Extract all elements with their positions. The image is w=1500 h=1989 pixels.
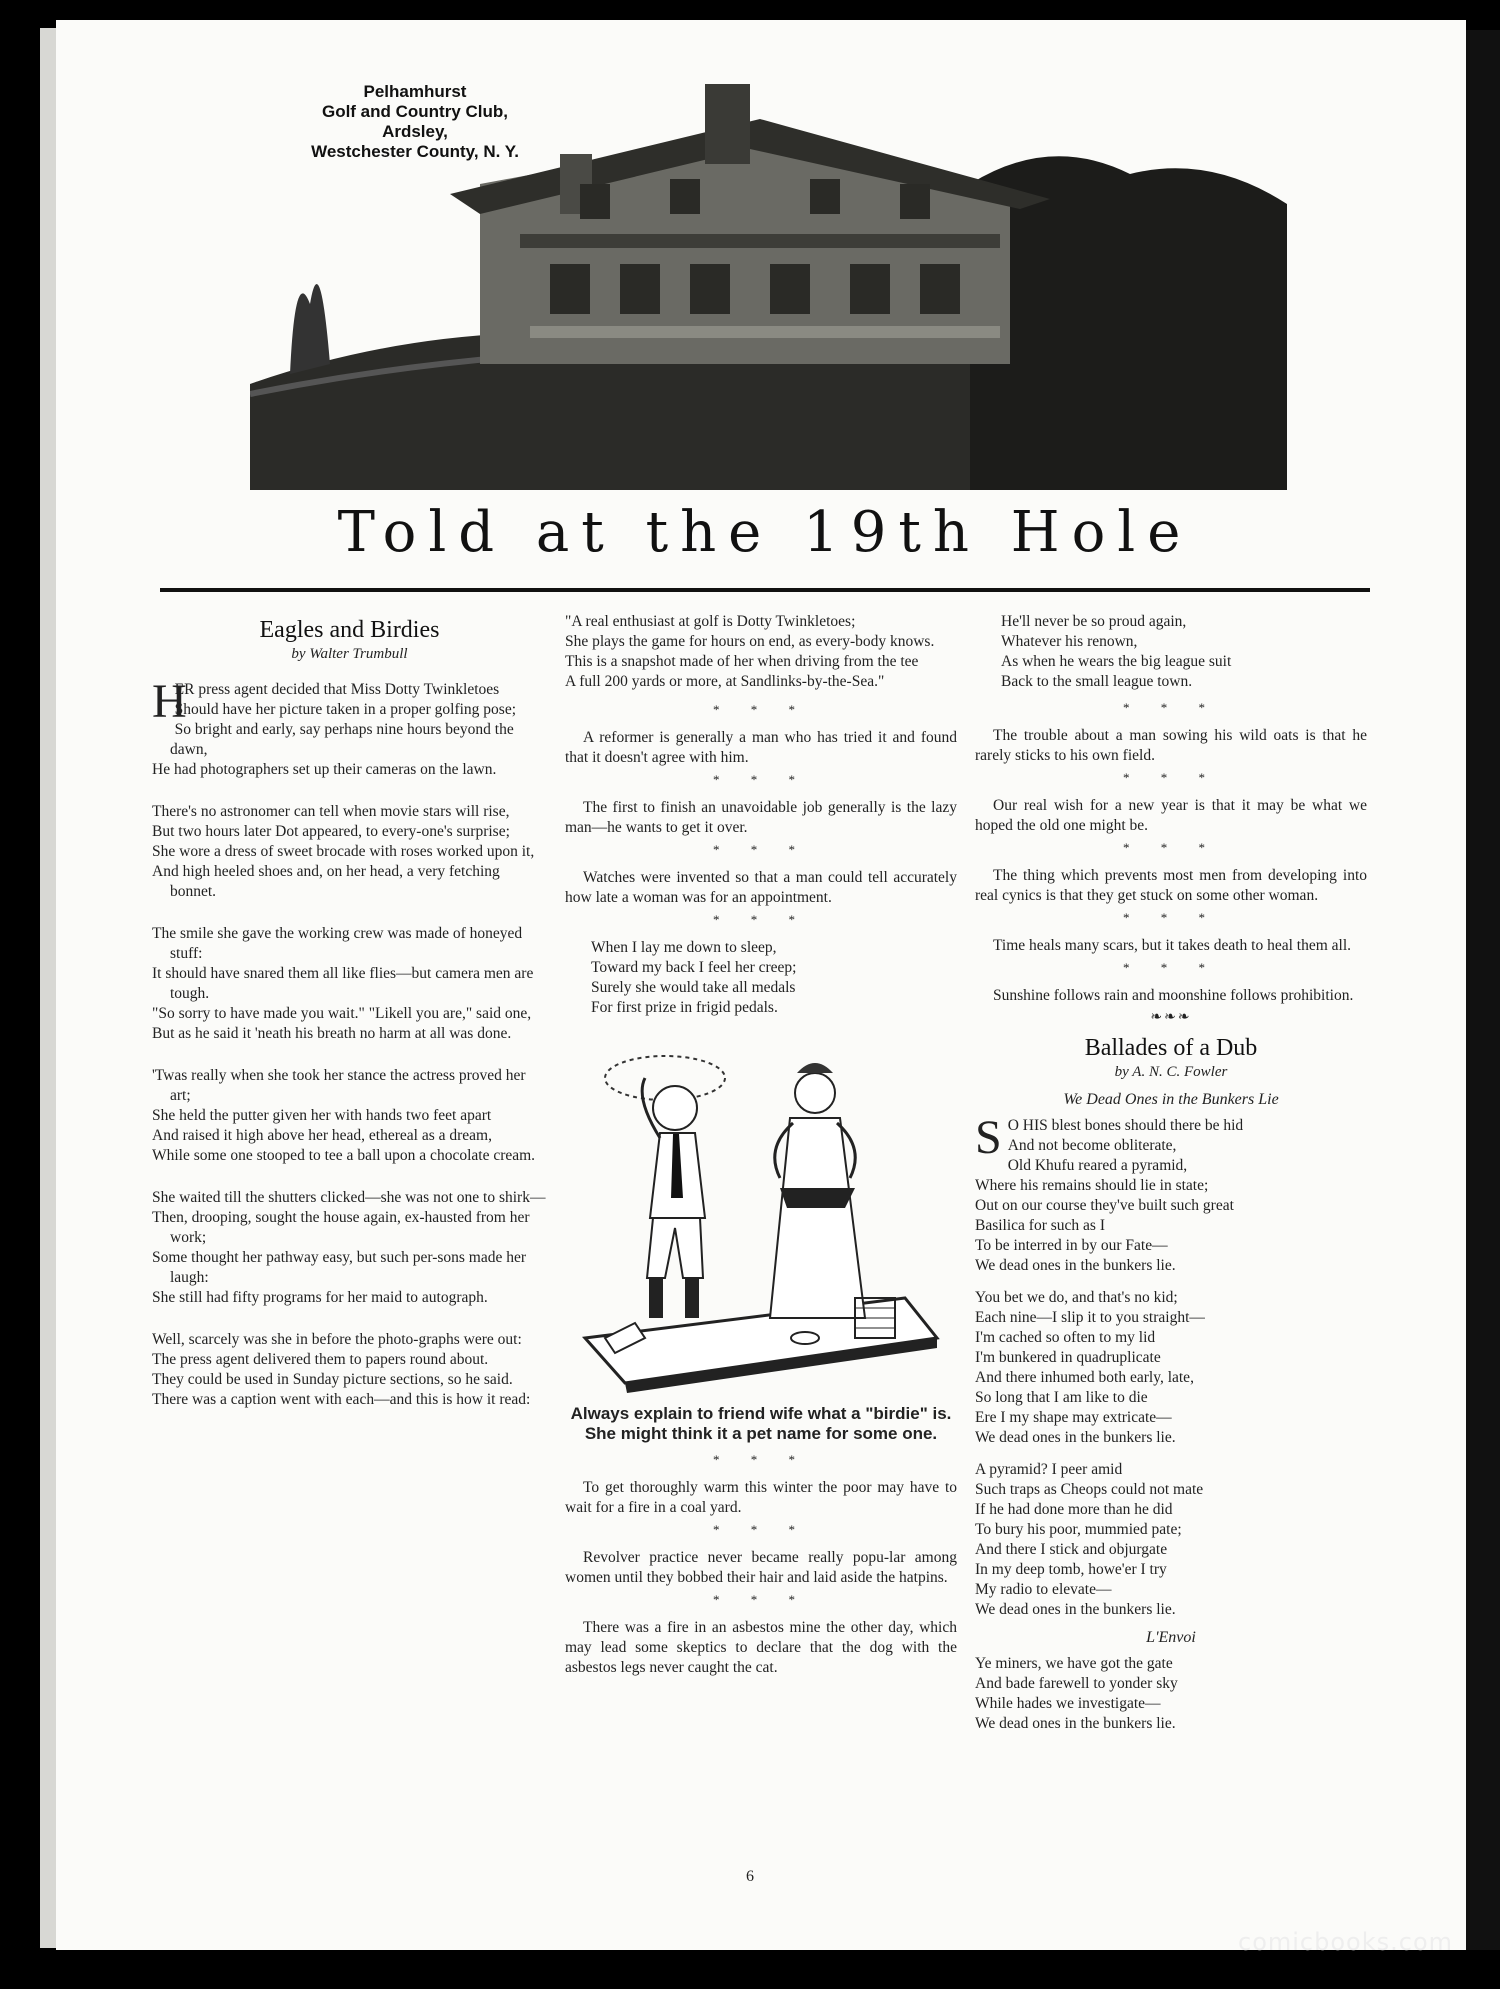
verse-line: Toward my back I feel her creep; xyxy=(591,959,797,976)
verse-line: This is a snapshot made of her when driving from the tee xyxy=(565,653,919,670)
photo-caption-line: Westchester County, N. Y. xyxy=(311,142,519,161)
joke-paragraph: The thing which prevents most men from developing into real cynics is that they get stuck on some other woman. xyxy=(975,867,1367,904)
poem-stanza xyxy=(152,1188,547,1308)
verse-line: Some thought her pathway easy, but such per-sons made her laugh: xyxy=(152,1249,527,1286)
photo-caption xyxy=(250,82,580,162)
verse-line: Basilica for such as I xyxy=(975,1217,1105,1234)
verse-line: She still had fifty programs for her maid to autograph. xyxy=(152,1289,488,1306)
poem-subtitle: We Dead Ones in the Bunkers Lie xyxy=(1063,1091,1279,1108)
joke-paragraph: Time heals many scars, but it takes death to heal them all. xyxy=(993,937,1351,954)
star-separator: * * * xyxy=(1123,700,1219,715)
verse-line: My radio to elevate— xyxy=(975,1581,1112,1598)
verse-line: Back to the small league town. xyxy=(1001,673,1193,690)
quatrain xyxy=(565,938,957,1018)
joke-paragraph: A reformer is generally a man who has tried it and found that it doesn't agree with him. xyxy=(565,729,957,766)
column-1 xyxy=(152,612,547,1432)
joke-paragraph: To get thoroughly warm this winter the poor may have to wait for a fire in a coal yard. xyxy=(565,1479,957,1516)
photo-caption-line: Pelhamhurst xyxy=(363,82,467,101)
verse-line: It should have snared them all like flies—but camera men are tough. xyxy=(152,965,534,1002)
star-separator: * * * xyxy=(713,1592,809,1607)
verse-line: To be interred in by our Fate— xyxy=(975,1237,1168,1254)
verse-line: I'm bunkered in quadruplicate xyxy=(975,1349,1161,1366)
verse-line: I'm cached so often to my lid xyxy=(975,1329,1156,1346)
star-separator: * * * xyxy=(1123,770,1219,785)
scan-border xyxy=(1466,30,1500,1950)
poem-stanza xyxy=(152,924,547,1044)
verse-line: So bright and early, say perhaps nine hours beyond the dawn, xyxy=(170,721,514,758)
verse-line: Out on our course they've built such great xyxy=(975,1197,1234,1214)
cartoon-illustration xyxy=(565,1038,957,1398)
star-separator: * * * xyxy=(713,1522,809,1537)
envoi-title: L'Envoi xyxy=(1146,1629,1196,1646)
star-separator: * * * xyxy=(713,912,809,927)
column-2 xyxy=(565,612,957,1680)
verse-line: So long that I am like to die xyxy=(975,1389,1148,1406)
joke-paragraph: Sunshine follows rain and moonshine follows prohibition. xyxy=(993,987,1354,1004)
verse-line: Where his remains should lie in state; xyxy=(975,1177,1209,1194)
verse-line: She plays the game for hours on end, as every-body knows. xyxy=(565,633,935,650)
verse-line: She wore a dress of sweet brocade with roses worked upon it, xyxy=(152,843,535,860)
poem-stanza xyxy=(975,1288,1367,1448)
joke-paragraph: There was a fire in an asbestos mine the other day, which may lead some skeptics to declare that the dog with the asbestos legs never caught the cat. xyxy=(565,1619,957,1676)
verse-line: To bury his poor, mummied pate; xyxy=(975,1521,1182,1538)
verse-line: We dead ones in the bunkers lie. xyxy=(975,1715,1176,1732)
star-separator: * * * xyxy=(1123,910,1219,925)
cartoon-caption: Always explain to friend wife what a "birdie" is. She might think it a pet name for some one. xyxy=(570,1404,952,1443)
flourish-ornament: ❧❧❧ xyxy=(1150,1010,1192,1025)
joke-paragraph: Revolver practice never became really popu-lar among women until they bobbed their hair and laid aside the hatpins. xyxy=(565,1549,957,1586)
drop-cap: S xyxy=(975,1111,1002,1164)
verse-line: The smile she gave the working crew was made of honeyed stuff: xyxy=(152,925,523,962)
poem-stanza xyxy=(975,1111,1367,1276)
page-title: Told at the 19th Hole xyxy=(337,500,1193,565)
verse-line: And high heeled shoes and, on her head, a very fetching bonnet. xyxy=(152,863,500,900)
joke-paragraph: Our real wish for a new year is that it may be what we hoped the old one might be. xyxy=(975,797,1367,834)
poem-stanza xyxy=(152,1330,547,1410)
verse-line: You bet we do, and that's no kid; xyxy=(975,1289,1178,1306)
verse-line: "A real enthusiast at golf is Dotty Twinkletoes; xyxy=(565,613,856,630)
verse-line: He had photographers set up their cameras on the lawn. xyxy=(152,761,497,778)
verse-line: We dead ones in the bunkers lie. xyxy=(975,1429,1176,1446)
star-separator: * * * xyxy=(713,1452,809,1467)
column-3 xyxy=(975,612,1367,1734)
verse-line: Old Khufu reared a pyramid, xyxy=(1007,1157,1188,1174)
star-separator: * * * xyxy=(713,772,809,787)
verse-line: But two hours later Dot appeared, to every-one's surprise; xyxy=(152,823,510,840)
verse-line: They could be used in Sunday picture sections, so he said. xyxy=(152,1371,513,1388)
verse-line: 'Twas really when she took her stance the actress proved her art; xyxy=(152,1067,526,1104)
photo-caption-line: Ardsley, xyxy=(382,122,448,141)
verse-line: We dead ones in the bunkers lie. xyxy=(975,1257,1176,1274)
verse-line: And raised it high above her head, ethereal as a dream, xyxy=(152,1127,492,1144)
verse-line: There's no astronomer can tell when movie stars will rise, xyxy=(152,803,510,820)
poem-stanza xyxy=(975,1460,1367,1620)
verse-line: But as he said it 'neath his breath no harm at all was done. xyxy=(152,1025,512,1042)
verse-line: Whatever his renown, xyxy=(1001,633,1138,650)
joke-paragraph: The first to finish an unavoidable job generally is the lazy man—he wants to get it over. xyxy=(565,799,957,836)
verse-line: Ere I my shape may extricate— xyxy=(975,1409,1172,1426)
quoted-caption xyxy=(565,612,957,692)
poem-title: Eagles and Birdies xyxy=(259,617,440,643)
verse-line: O HIS blest bones should there be hid xyxy=(1007,1117,1244,1134)
star-separator: * * * xyxy=(713,842,809,857)
joke-paragraph: Watches were invented so that a man could tell accurately how late a woman was for an appointment. xyxy=(565,869,957,906)
verse-line: "So sorry to have made you wait." "Likell you are," said one, xyxy=(152,1005,532,1022)
verse-line: For first prize in frigid pedals. xyxy=(591,999,778,1016)
poem-byline: by A. N. C. Fowler xyxy=(1114,1064,1228,1080)
verse-line: While hades we investigate— xyxy=(975,1695,1161,1712)
poem-stanza xyxy=(152,1066,547,1166)
verse-line: Should have her picture taken in a proper golfing pose; xyxy=(174,701,517,718)
photo-caption-line: Golf and Country Club, xyxy=(321,102,509,121)
verse-line: She waited till the shutters clicked—she was not one to shirk— xyxy=(152,1189,546,1206)
joke-paragraph: The trouble about a man sowing his wild oats is that he rarely sticks to his own field. xyxy=(975,727,1367,764)
verse-line: As when he wears the big league suit xyxy=(1001,653,1232,670)
poem-stanza xyxy=(152,675,547,780)
verse-line: Well, scarcely was she in before the photo-graphs were out: xyxy=(152,1331,522,1348)
star-separator: * * * xyxy=(1123,840,1219,855)
verse-line: He'll never be so proud again, xyxy=(1001,613,1187,630)
poem-byline: by Walter Trumbull xyxy=(291,646,408,662)
verse-line: And there inhumed both early, late, xyxy=(975,1369,1194,1386)
site-watermark: comicbooks.com xyxy=(1238,1928,1454,1956)
star-separator: * * * xyxy=(1123,960,1219,975)
verse-line: We dead ones in the bunkers lie. xyxy=(975,1601,1176,1618)
verse-line: If he had done more than he did xyxy=(975,1501,1173,1518)
golf-cartoon xyxy=(565,1038,957,1398)
verse-line: And bade farewell to yonder sky xyxy=(975,1675,1178,1692)
verse-line: Ye miners, we have got the gate xyxy=(975,1655,1173,1672)
drop-cap: H xyxy=(152,675,187,728)
verse-line: Such traps as Cheops could not mate xyxy=(975,1481,1204,1498)
verse-line: In my deep tomb, howe'er I try xyxy=(975,1561,1167,1578)
poem-title: Ballades of a Dub xyxy=(1084,1035,1258,1061)
verse-line: A pyramid? I peer amid xyxy=(975,1461,1123,1478)
page-number: 6 xyxy=(746,1868,754,1885)
star-separator: * * * xyxy=(713,702,809,717)
verse-line: She held the putter given her with hands two feet apart xyxy=(152,1107,492,1124)
quatrain xyxy=(975,612,1367,692)
title-rule xyxy=(160,588,1370,592)
verse-line: Surely she would take all medals xyxy=(591,979,796,996)
verse-line: Then, drooping, sought the house again, ex-hausted from her work; xyxy=(152,1209,530,1246)
verse-line: Each nine—I slip it to you straight— xyxy=(975,1309,1205,1326)
envoi-stanza xyxy=(975,1654,1367,1734)
verse-line: The press agent delivered them to papers round about. xyxy=(152,1351,489,1368)
verse-line: And not become obliterate, xyxy=(1007,1137,1177,1154)
verse-line: A full 200 yards or more, at Sandlinks-by-the-Sea." xyxy=(565,673,885,690)
verse-line: When I lay me down to sleep, xyxy=(591,939,777,956)
verse-line: ER press agent decided that Miss Dotty Twinkletoes xyxy=(174,681,500,698)
verse-line: And there I stick and objurgate xyxy=(975,1541,1168,1558)
verse-line: There was a caption went with each—and this is how it read: xyxy=(152,1391,531,1408)
poem-stanza xyxy=(152,802,547,902)
verse-line: While some one stooped to tee a ball upon a chocolate cream. xyxy=(152,1147,536,1164)
